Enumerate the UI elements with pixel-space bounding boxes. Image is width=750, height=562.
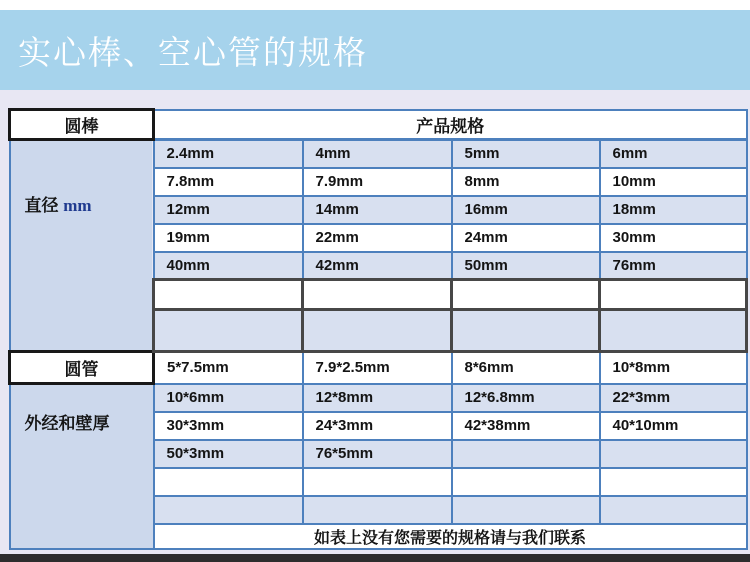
spec-cell: 24mm <box>452 224 600 252</box>
spec-cell: 12mm <box>154 196 303 224</box>
product-spec-header-cell: 产品规格 <box>154 110 747 140</box>
spec-table <box>8 108 748 550</box>
spec-cell: 14mm <box>303 196 452 224</box>
empty-cell <box>600 280 747 310</box>
spec-cell: 50*3mm <box>154 440 303 468</box>
table-header-row <box>10 110 747 140</box>
spec-cell: 10*8mm <box>600 352 747 384</box>
rod-section-label: 直径 <box>24 196 59 215</box>
spec-cell: 8mm <box>452 168 600 196</box>
empty-cell <box>303 468 452 496</box>
empty-cell <box>154 310 303 352</box>
spec-cell: 10*6mm <box>154 384 303 412</box>
rod-section-label-cell <box>10 140 154 352</box>
spec-table-area <box>0 90 750 554</box>
spec-cell: 5*7.5mm <box>154 352 303 384</box>
empty-cell <box>600 310 747 352</box>
empty-cell <box>303 280 452 310</box>
spec-row <box>10 384 747 412</box>
spec-cell: 16mm <box>452 196 600 224</box>
empty-cell <box>600 496 747 524</box>
empty-cell <box>452 310 600 352</box>
title-band <box>0 10 750 90</box>
empty-cell <box>452 468 600 496</box>
spec-cell: 40mm <box>154 252 303 280</box>
spec-cell: 50mm <box>452 252 600 280</box>
spec-cell <box>600 440 747 468</box>
spec-cell: 10mm <box>600 168 747 196</box>
spec-cell: 40*10mm <box>600 412 747 440</box>
top-margin <box>0 0 750 10</box>
spec-cell <box>452 440 600 468</box>
empty-cell <box>154 496 303 524</box>
spec-cell: 18mm <box>600 196 747 224</box>
spec-cell: 22*3mm <box>600 384 747 412</box>
spec-cell: 7.9mm <box>303 168 452 196</box>
empty-cell <box>452 496 600 524</box>
spec-cell: 42*38mm <box>452 412 600 440</box>
corner-label-cell: 圆棒 <box>10 110 154 140</box>
footer-note: 如表上没有您需要的规格请与我们联系 <box>154 524 747 549</box>
wall-section-label-cell: 外经和壁厚 <box>10 384 154 549</box>
spec-cell: 7.8mm <box>154 168 303 196</box>
spec-cell: 12*6.8mm <box>452 384 600 412</box>
empty-cell <box>154 280 303 310</box>
rod-section-unit: mm <box>63 196 92 215</box>
spec-cell: 76*5mm <box>303 440 452 468</box>
empty-cell <box>303 496 452 524</box>
spec-cell: 5mm <box>452 140 600 168</box>
spec-cell: 76mm <box>600 252 747 280</box>
empty-cell <box>452 280 600 310</box>
spec-cell: 7.9*2.5mm <box>303 352 452 384</box>
spec-cell: 30*3mm <box>154 412 303 440</box>
spec-cell: 42mm <box>303 252 452 280</box>
spec-cell: 24*3mm <box>303 412 452 440</box>
empty-cell <box>303 310 452 352</box>
spec-cell: 2.4mm <box>154 140 303 168</box>
spec-cell: 4mm <box>303 140 452 168</box>
empty-cell <box>154 468 303 496</box>
spec-cell: 30mm <box>600 224 747 252</box>
spec-cell: 22mm <box>303 224 452 252</box>
spec-row <box>10 140 747 168</box>
spec-cell: 12*8mm <box>303 384 452 412</box>
empty-cell <box>600 468 747 496</box>
spec-cell: 6mm <box>600 140 747 168</box>
pipe-label-cell: 圆管 <box>10 352 154 384</box>
page-title: 实心棒、空心管的规格 <box>18 33 368 71</box>
spec-cell: 8*6mm <box>452 352 600 384</box>
pipe-header-row <box>10 352 747 384</box>
spec-cell: 19mm <box>154 224 303 252</box>
bottom-bar <box>0 554 750 562</box>
